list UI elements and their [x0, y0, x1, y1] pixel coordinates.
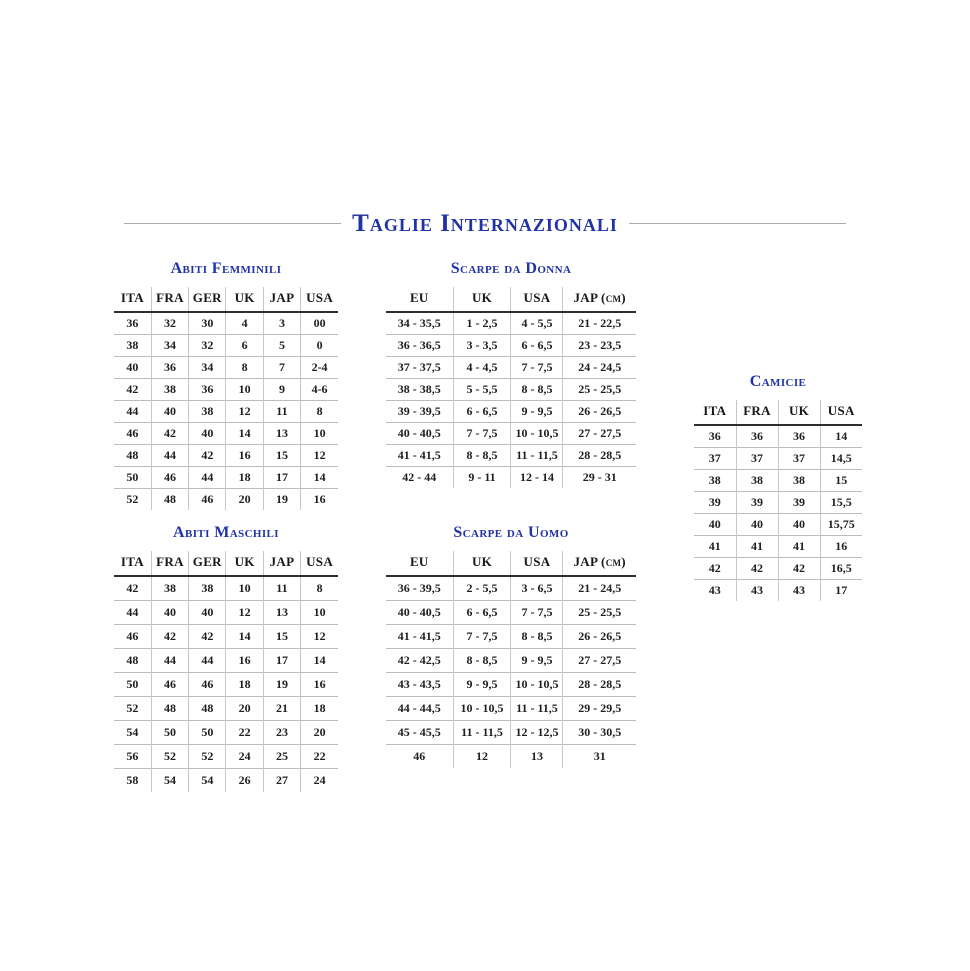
table-cell: 42 [114, 379, 151, 401]
column-header: ITA [694, 400, 736, 425]
table-cell: 17 [263, 467, 300, 489]
table-cell: 46 [114, 625, 151, 649]
table-cell: 13 [263, 601, 300, 625]
table-row [694, 580, 862, 602]
column-header: UK [778, 400, 820, 425]
table-cell: 41 [736, 536, 778, 558]
table-cell: 38 - 38,5 [386, 379, 453, 401]
table-cell: 38 [694, 470, 736, 492]
table-cell: 52 [151, 745, 188, 769]
table-cell: 10 - 10,5 [511, 673, 563, 697]
table-cell: 10 [226, 576, 263, 601]
table-cell: 30 [189, 312, 226, 335]
table-cell: 40 [151, 401, 188, 423]
table-cell: 15,5 [820, 492, 862, 514]
table-cell: 20 [301, 721, 338, 745]
column-header: UK [226, 287, 263, 312]
table-cell: 10 [301, 423, 338, 445]
table-cell: 50 [114, 673, 151, 697]
table-row [114, 357, 338, 379]
table-cell: 34 - 35,5 [386, 312, 453, 335]
table-cell: 19 [263, 489, 300, 511]
table-cell: 8 [301, 401, 338, 423]
table-cell: 22 [301, 745, 338, 769]
table-cell: 25 [263, 745, 300, 769]
table-row [114, 379, 338, 401]
table-row [386, 379, 636, 401]
table-cell: 12 [226, 401, 263, 423]
table-cell: 48 [189, 697, 226, 721]
table-row [694, 425, 862, 448]
table-cell: 4 [226, 312, 263, 335]
table-cell: 15 [263, 625, 300, 649]
table-cell: 12 [301, 445, 338, 467]
table-cell: 26 - 26,5 [563, 401, 636, 423]
table-cell: 24 [226, 745, 263, 769]
table-cell: 52 [114, 489, 151, 511]
table-header-row [114, 551, 338, 576]
table-cell: 36 - 36,5 [386, 335, 453, 357]
column-header: FRA [151, 551, 188, 576]
table-cell: 20 [226, 697, 263, 721]
table-cell: 27 - 27,5 [563, 649, 636, 673]
column-header: USA [820, 400, 862, 425]
table-cell: 7 [263, 357, 300, 379]
table-cell: 40 - 40,5 [386, 423, 453, 445]
table-row [694, 514, 862, 536]
table-cell: 29 - 31 [563, 467, 636, 489]
section-title-scarpe-da-donna: Scarpe da Donna [450, 260, 572, 277]
table-cell: 00 [313, 316, 326, 330]
table-cell: 1 - 2,5 [453, 312, 511, 335]
section-title-abiti-femminili: Abiti Femminili [170, 260, 282, 277]
table-cell: 41 [694, 536, 736, 558]
table-cell: 11 [263, 576, 300, 601]
table-cell: 5 - 5,5 [453, 379, 511, 401]
table-cell: 17 [263, 649, 300, 673]
table-row [694, 448, 862, 470]
table-cell: 8 [226, 357, 263, 379]
table-cell: 21 [263, 697, 300, 721]
table-cell: 41 - 41,5 [386, 625, 453, 649]
table-row [386, 576, 636, 601]
column-header: JAP [263, 551, 300, 576]
column-header: JAP (cm) [563, 287, 636, 312]
table-cell: 37 [694, 448, 736, 470]
column-header: UK [453, 287, 511, 312]
column-header: USA [301, 287, 338, 312]
table-cell: 14 [301, 649, 338, 673]
table-cell: 18 [226, 467, 263, 489]
table-cell: 42 [151, 625, 188, 649]
table-cell: 7 - 7,5 [511, 601, 563, 625]
table-cell: 48 [151, 697, 188, 721]
table-cell: 39 - 39,5 [386, 401, 453, 423]
table-cell: 7 - 7,5 [511, 357, 563, 379]
table-row [114, 769, 338, 793]
table-row [114, 401, 338, 423]
table-cell: 40 [151, 601, 188, 625]
table-cell: 12 - 12,5 [511, 721, 563, 745]
table-cell: 27 - 27,5 [563, 423, 636, 445]
table-cell: 37 - 37,5 [386, 357, 453, 379]
column-header: UK [453, 551, 511, 576]
table-cell: 50 [189, 721, 226, 745]
table-header-row [694, 400, 862, 425]
table-cell: 42 [151, 423, 188, 445]
table-row [386, 312, 636, 335]
table-cell: 32 [189, 335, 226, 357]
table-cell: 15 [263, 445, 300, 467]
table-row [386, 357, 636, 379]
scarpe-da-donna-table [386, 287, 636, 488]
table-cell: 43 - 43,5 [386, 673, 453, 697]
table-cell: 42 [189, 445, 226, 467]
table-cell: 6 - 6,5 [511, 335, 563, 357]
table-row [386, 445, 636, 467]
table-cell: 44 [189, 649, 226, 673]
table-cell: 40 - 40,5 [386, 601, 453, 625]
table-cell: 21 - 22,5 [578, 316, 622, 330]
table-cell: 25 - 25,5 [563, 379, 636, 401]
table-cell: 44 [151, 445, 188, 467]
section-title-scarpe-da-uomo: Scarpe da Uomo [453, 524, 569, 541]
table-cell: 6 - 6,5 [453, 401, 511, 423]
table-row [694, 470, 862, 492]
table-cell: 28 - 28,5 [563, 673, 636, 697]
table-row [114, 445, 338, 467]
table-row [386, 649, 636, 673]
table-cell: 10 - 10,5 [453, 697, 511, 721]
table-row [386, 625, 636, 649]
scarpe-da-uomo-table [386, 551, 636, 768]
table-cell: 22 [226, 721, 263, 745]
table-cell: 23 - 23,5 [563, 335, 636, 357]
table-cell: 16 [226, 445, 263, 467]
table-cell: 42 [736, 558, 778, 580]
table-cell: 41 - 41,5 [386, 445, 453, 467]
table-row [386, 745, 636, 769]
table-cell: 45 - 45,5 [386, 721, 453, 745]
table-row [114, 335, 338, 357]
table-cell: 56 [114, 745, 151, 769]
table-header-row [386, 551, 636, 576]
table-row [114, 721, 338, 745]
table-cell: 11 - 11,5 [453, 721, 511, 745]
table-cell: 46 [189, 673, 226, 697]
table-cell: 43 [736, 580, 778, 602]
column-header: ITA [114, 551, 151, 576]
table-row [386, 401, 636, 423]
column-header: EU [386, 551, 453, 576]
table-cell: 11 - 11,5 [511, 445, 563, 467]
table-cell: 13 [263, 423, 300, 445]
table-cell: 15,75 [820, 514, 862, 536]
table-cell: 40 [189, 601, 226, 625]
table-cell: 38 [189, 401, 226, 423]
column-header: EU [386, 287, 453, 312]
section-camicie [694, 373, 862, 601]
table-cell: 36 [189, 379, 226, 401]
table-cell: 36 [736, 425, 778, 448]
table-cell: 3 - 6,5 [511, 576, 563, 601]
table-cell: 42 [778, 558, 820, 580]
table-cell: 12 [453, 745, 511, 769]
table-cell: 44 [114, 601, 151, 625]
section-abiti-maschili [114, 524, 338, 792]
table-header-row [114, 287, 338, 312]
table-cell: 31 [563, 745, 636, 769]
column-header: JAP [263, 287, 300, 312]
table-cell: 38 [189, 576, 226, 601]
table-cell: 36 - 39,5 [386, 576, 453, 601]
title-left-rule [124, 223, 341, 224]
title-right-rule [629, 223, 846, 224]
table-cell: 48 [114, 445, 151, 467]
table-cell: 4 - 5,5 [511, 312, 563, 335]
table-row [694, 558, 862, 580]
table-cell: 9 - 11 [453, 467, 511, 489]
table-cell: 25 - 25,5 [563, 601, 636, 625]
table-cell: 10 - 10,5 [511, 423, 563, 445]
table-cell: 26 - 26,5 [563, 625, 636, 649]
table-cell: 2 - 5,5 [453, 576, 511, 601]
table-cell: 18 [301, 697, 338, 721]
table-cell: 41 [778, 536, 820, 558]
table-cell: 36 [151, 357, 188, 379]
table-row [386, 697, 636, 721]
table-cell: 46 [189, 489, 226, 511]
table-cell: 16 [301, 489, 338, 511]
column-header: GER [189, 551, 226, 576]
table-cell: 58 [114, 769, 151, 793]
table-row [114, 601, 338, 625]
table-cell: 6 [226, 335, 263, 357]
table-cell: 54 [151, 769, 188, 793]
table-cell: 46 [151, 673, 188, 697]
table-row [114, 489, 338, 511]
table-cell: 0 [301, 335, 338, 357]
table-cell: 50 [151, 721, 188, 745]
table-cell: 8 - 8,5 [511, 379, 563, 401]
table-cell: 40 [114, 357, 151, 379]
table-cell: 36 [694, 425, 736, 448]
table-row [114, 673, 338, 697]
table-cell: 14,5 [820, 448, 862, 470]
column-header: USA [511, 551, 563, 576]
table-cell: 44 [114, 401, 151, 423]
table-cell: 52 [114, 697, 151, 721]
table-cell: 12 - 14 [511, 467, 563, 489]
table-cell: 11 [263, 401, 300, 423]
table-cell: 21 - 24,5 [578, 581, 622, 595]
table-cell: 18 [226, 673, 263, 697]
table-cell: 48 [114, 649, 151, 673]
column-header: FRA [151, 287, 188, 312]
table-cell: 44 - 44,5 [386, 697, 453, 721]
section-title-camicie: Camicie [749, 373, 807, 390]
table-cell: 42 [694, 558, 736, 580]
table-row [114, 576, 338, 601]
table-cell: 38 [151, 576, 188, 601]
table-cell: 42 [114, 576, 151, 601]
table-cell: 30 - 30,5 [563, 721, 636, 745]
table-cell: 46 [386, 745, 453, 769]
table-cell: 39 [778, 492, 820, 514]
table-row [114, 423, 338, 445]
table-row [114, 697, 338, 721]
table-cell: 54 [189, 769, 226, 793]
column-header: USA [511, 287, 563, 312]
column-header: USA [301, 551, 338, 576]
table-cell: 50 [114, 467, 151, 489]
column-header: FRA [736, 400, 778, 425]
table-cell: 34 [189, 357, 226, 379]
table-cell: 38 [114, 335, 151, 357]
table-cell: 16 [226, 649, 263, 673]
table-row [386, 673, 636, 697]
table-cell: 16 [820, 536, 862, 558]
table-row [114, 625, 338, 649]
table-cell: 14 [226, 423, 263, 445]
table-cell: 8 [316, 581, 323, 595]
table-row [386, 467, 636, 489]
table-cell: 36 [778, 425, 820, 448]
table-cell: 12 [301, 625, 338, 649]
table-cell: 4 - 4,5 [453, 357, 511, 379]
column-header: ITA [114, 287, 151, 312]
table-row [694, 492, 862, 514]
table-cell: 17 [820, 580, 862, 602]
section-scarpe-da-donna [386, 260, 636, 488]
column-header: GER [189, 287, 226, 312]
table-cell: 8 - 8,5 [453, 649, 511, 673]
table-cell: 46 [114, 423, 151, 445]
table-cell: 27 [263, 769, 300, 793]
table-cell: 13 [511, 745, 563, 769]
table-cell: 24 - 24,5 [563, 357, 636, 379]
camicie-table [694, 400, 862, 601]
table-cell: 28 - 28,5 [563, 445, 636, 467]
table-cell: 14 [835, 429, 848, 443]
table-cell: 43 [778, 580, 820, 602]
table-cell: 8 - 8,5 [511, 625, 563, 649]
table-cell: 20 [226, 489, 263, 511]
table-row [386, 335, 636, 357]
page-header [0, 211, 970, 236]
section-title-abiti-maschili: Abiti Maschili [173, 524, 279, 541]
table-cell: 16 [301, 673, 338, 697]
table-cell: 2-4 [301, 357, 338, 379]
table-cell: 14 [226, 625, 263, 649]
table-cell: 8 - 8,5 [453, 445, 511, 467]
table-row [694, 536, 862, 558]
table-cell: 5 [263, 335, 300, 357]
table-cell: 44 [151, 649, 188, 673]
table-cell: 11 - 11,5 [511, 697, 563, 721]
table-cell: 42 - 42,5 [386, 649, 453, 673]
table-cell: 16,5 [820, 558, 862, 580]
table-cell: 40 [694, 514, 736, 536]
section-scarpe-da-uomo [386, 524, 636, 768]
table-cell: 34 [151, 335, 188, 357]
table-cell: 48 [151, 489, 188, 511]
table-cell: 37 [736, 448, 778, 470]
table-cell: 15 [820, 470, 862, 492]
table-cell: 42 [189, 625, 226, 649]
table-row [114, 312, 338, 335]
table-cell: 26 [226, 769, 263, 793]
table-row [386, 423, 636, 445]
table-cell: 9 - 9,5 [511, 649, 563, 673]
column-header: JAP (cm) [563, 551, 636, 576]
table-row [386, 721, 636, 745]
table-cell: 52 [189, 745, 226, 769]
table-cell: 7 - 7,5 [453, 423, 511, 445]
table-cell: 14 [301, 467, 338, 489]
table-cell: 43 [694, 580, 736, 602]
table-row [114, 745, 338, 769]
table-cell: 46 [151, 467, 188, 489]
table-cell: 54 [114, 721, 151, 745]
table-cell: 19 [263, 673, 300, 697]
table-cell: 4-6 [301, 379, 338, 401]
table-row [114, 467, 338, 489]
table-cell: 9 - 9,5 [453, 673, 511, 697]
table-cell: 40 [736, 514, 778, 536]
table-cell: 38 [778, 470, 820, 492]
table-cell: 36 [114, 312, 151, 335]
column-header: UK [226, 551, 263, 576]
table-cell: 23 [263, 721, 300, 745]
table-cell: 40 [778, 514, 820, 536]
table-cell: 6 - 6,5 [453, 601, 511, 625]
abiti-maschili-table [114, 551, 338, 792]
table-cell: 7 - 7,5 [453, 625, 511, 649]
table-cell: 40 [189, 423, 226, 445]
table-cell: 42 - 44 [386, 467, 453, 489]
page-title: Taglie Internazionali [352, 210, 618, 237]
table-cell: 3 [263, 312, 300, 335]
table-cell: 9 [263, 379, 300, 401]
table-cell: 38 [151, 379, 188, 401]
table-row [114, 649, 338, 673]
table-cell: 38 [736, 470, 778, 492]
table-cell: 44 [189, 467, 226, 489]
table-cell: 29 - 29,5 [563, 697, 636, 721]
table-cell: 39 [694, 492, 736, 514]
abiti-femminili-table [114, 287, 338, 510]
table-header-row [386, 287, 636, 312]
table-cell: 9 - 9,5 [511, 401, 563, 423]
section-abiti-femminili [114, 260, 338, 510]
table-cell: 24 [301, 769, 338, 793]
table-row [386, 601, 636, 625]
table-cell: 32 [151, 312, 188, 335]
table-cell: 10 [301, 601, 338, 625]
table-cell: 39 [736, 492, 778, 514]
table-cell: 12 [226, 601, 263, 625]
table-cell: 3 - 3,5 [453, 335, 511, 357]
table-cell: 10 [226, 379, 263, 401]
table-cell: 37 [778, 448, 820, 470]
